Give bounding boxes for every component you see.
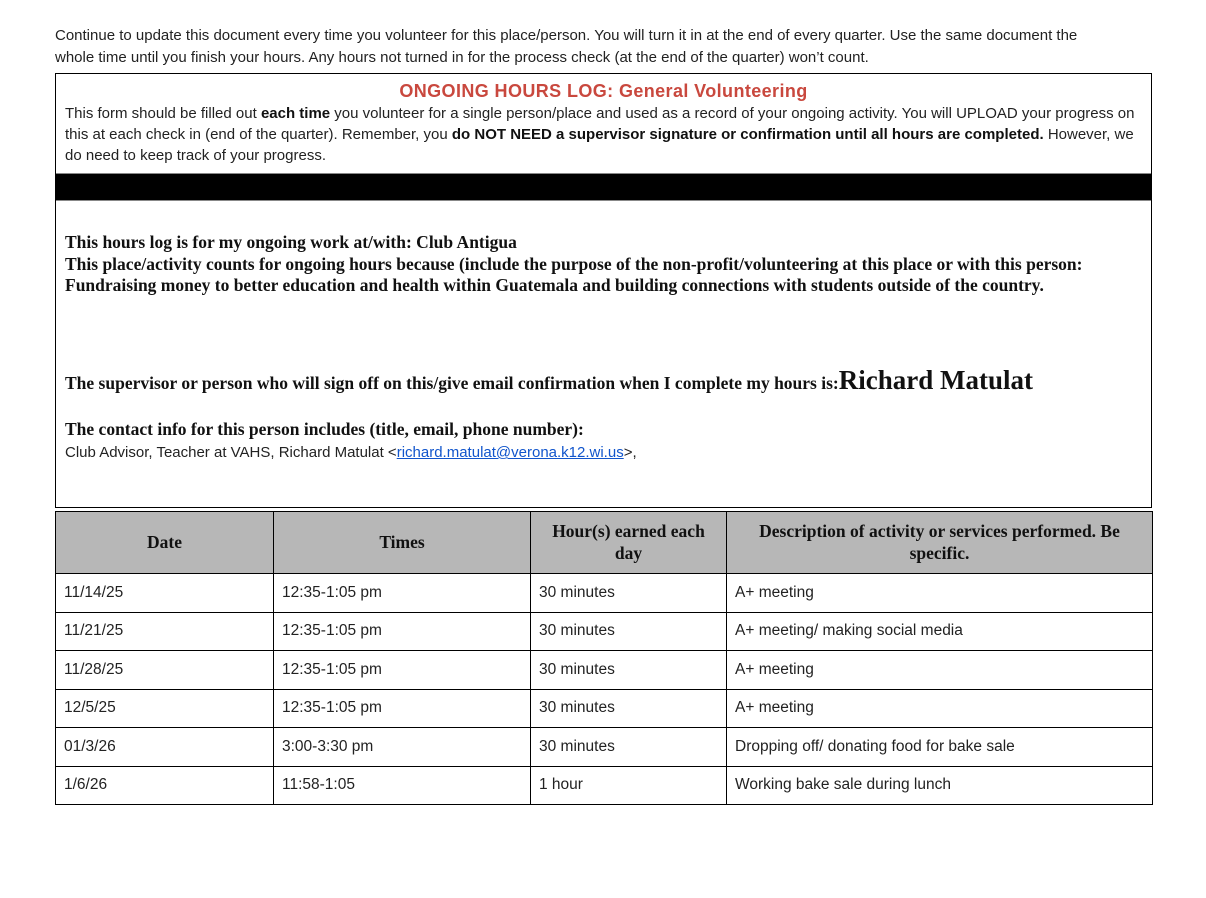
cell-description: A+ meeting	[727, 574, 1153, 613]
purpose-statement: This place/activity counts for ongoing hours because (include the purpose of the non-profit/volunteering at this place or with this person: Fundraising money to better education and health within Guatemala and building connections with students outside of the country.	[65, 253, 1083, 295]
cell-times: 3:00-3:30 pm	[274, 728, 531, 767]
hours-log-table	[55, 511, 1153, 805]
cell-times: 11:58-1:05	[274, 766, 531, 805]
cell-date: 12/5/25	[56, 689, 274, 728]
cell-times: 12:35-1:05 pm	[274, 612, 531, 651]
header-hours-earned: Hour(s) earned each day	[531, 512, 727, 574]
header-description: Description of activity or services performed. Be specific.	[727, 512, 1153, 574]
cell-date: 1/6/26	[56, 766, 274, 805]
hours-log-form-box	[55, 73, 1152, 508]
contact-info-heading: The contact info for this person includes (title, email, phone number):	[65, 418, 584, 439]
intro-text-1: This form should be filled out	[65, 105, 261, 122]
supervisor-line	[56, 297, 1151, 396]
intro-text-2: you volunteer for a single person/place and used as a record of your ongoing activity. You will UPLOAD your progress on this at each check in (end of the quarter). Remember, you	[65, 105, 1135, 143]
work-at-statement: This hours log is for my ongoing work at/with: Club Antigua	[65, 232, 517, 252]
cell-hours: 30 minutes	[531, 612, 727, 651]
header-times: Times	[274, 512, 531, 574]
table-row	[56, 689, 1153, 728]
intro-text-3: However, we do need to keep track of your progress.	[65, 126, 1134, 164]
cell-times: 12:35-1:05 pm	[274, 689, 531, 728]
cell-hours: 30 minutes	[531, 651, 727, 690]
contact-info-line	[56, 440, 1151, 463]
cell-hours: 30 minutes	[531, 728, 727, 767]
cell-hours: 1 hour	[531, 766, 727, 805]
form-title: ONGOING HOURS LOG: General Volunteering	[399, 81, 808, 101]
cell-description: Working bake sale during lunch	[727, 766, 1153, 805]
cell-description: A+ meeting	[727, 651, 1153, 690]
cell-date: 11/28/25	[56, 651, 274, 690]
supervisor-email-link[interactable]: richard.matulat@verona.k12.wi.us	[396, 444, 624, 461]
cell-description: Dropping off/ donating food for bake sale	[727, 728, 1153, 767]
table-row	[56, 766, 1153, 805]
cell-times: 12:35-1:05 pm	[274, 574, 531, 613]
contact-prefix: Club Advisor, Teacher at VAHS, Richard Matulat <	[65, 444, 397, 461]
contact-suffix: >,	[623, 444, 637, 461]
intro-bold-1: each time	[260, 105, 331, 122]
cell-hours: 30 minutes	[531, 574, 727, 613]
cell-times: 12:35-1:05 pm	[274, 651, 531, 690]
cell-description: A+ meeting	[727, 689, 1153, 728]
cell-date: 01/3/26	[56, 728, 274, 767]
header-date: Date	[56, 512, 274, 574]
supervisor-label: The supervisor or person who will sign off on this/give email confirmation when I complete my hours is:	[65, 372, 839, 393]
cell-hours: 30 minutes	[531, 689, 727, 728]
intro-bold-2: do NOT NEED a supervisor signature or confirmation until all hours are completed.	[451, 126, 1044, 143]
supervisor-name: Richard Matulat	[838, 364, 1033, 395]
table-row	[56, 728, 1153, 767]
top-instruction-note: Continue to update this document every time you volunteer for this place/person. You will turn it in at the end of every quarter. Use the same document the whole time until you finish your hours. Any hours not turned in for the process check (at the end of the quarter) won’t count.	[55, 27, 1078, 66]
table-row	[56, 651, 1153, 690]
statements-block	[56, 201, 1151, 297]
box-bottom-spacer	[56, 463, 1151, 507]
form-intro-paragraph	[56, 102, 1151, 166]
table-row	[56, 612, 1153, 651]
black-divider-bar	[56, 173, 1151, 201]
cell-description: A+ meeting/ making social media	[727, 612, 1153, 651]
cell-date: 11/14/25	[56, 574, 274, 613]
cell-date: 11/21/25	[56, 612, 274, 651]
table-row	[56, 574, 1153, 613]
table-header-row	[56, 512, 1153, 574]
